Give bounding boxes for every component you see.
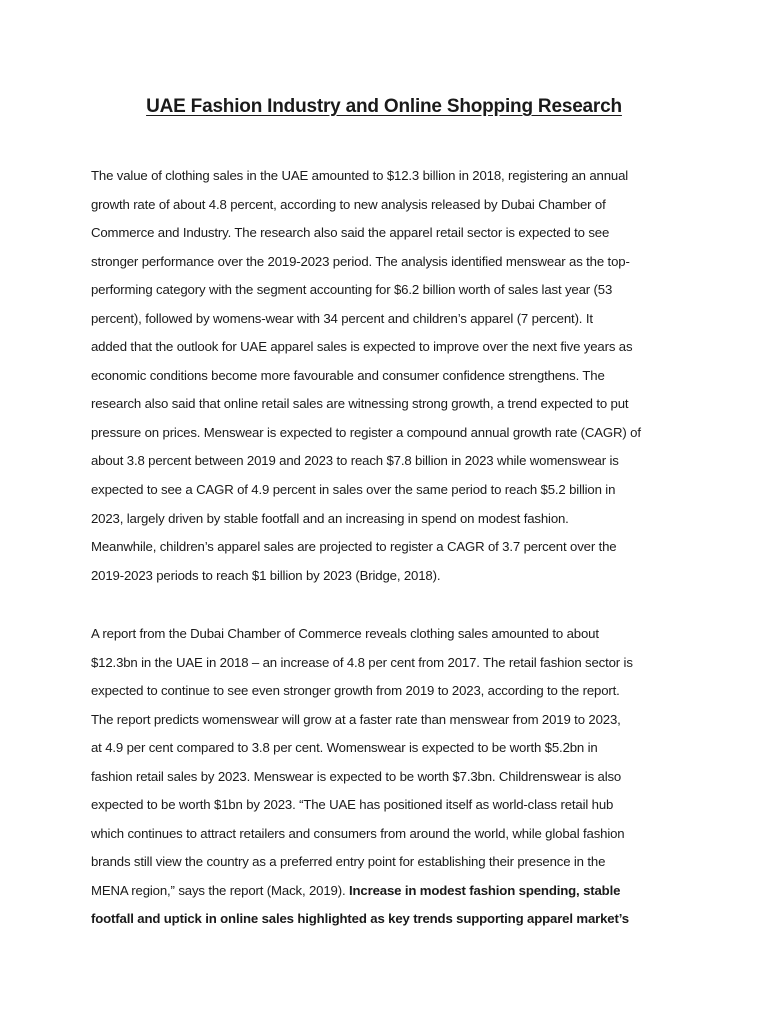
paragraph-2-line: expected to be worth $1bn by 2023. “The UAE has positioned itself as world-class retail hub — [91, 797, 614, 813]
paragraph-1-line: pressure on prices. Menswear is expected to register a compound annual growth rate (CAGR) of — [91, 424, 641, 440]
paragraph-2-line: fashion retail sales by 2023. Menswear is expected to be worth $7.3bn. Childrenswear is also — [91, 768, 622, 784]
paragraph-2-line: at 4.9 per cent compared to 3.8 per cent. Womenswear is expected to be worth $5.2bn in — [91, 740, 598, 756]
paragraph-1-line: economic conditions become more favourable and consumer confidence strengthens. The — [91, 367, 605, 383]
paragraph-1-line: added that the outlook for UAE apparel sales is expected to improve over the next five years as — [91, 339, 633, 355]
paragraph-2-line: The report predicts womenswear will grow at a faster rate than menswear from 2019 to 2023, — [91, 711, 621, 727]
paragraph-1-line: 2019-2023 periods to reach $1 billion by 2023 (Bridge, 2018). — [91, 567, 441, 583]
paragraph-1-line: performing category with the segment accounting for $6.2 billion worth of sales last year (53 — [91, 282, 613, 298]
paragraph-2-line: $12.3bn in the UAE in 2018 – an increase of 4.8 per cent from 2017. The retail fashion sector is — [91, 654, 633, 670]
document-title: UAE Fashion Industry and Online Shopping Research — [146, 96, 622, 117]
paragraph-1-line: growth rate of about 4.8 percent, according to new analysis released by Dubai Chamber of — [91, 196, 606, 212]
paragraph-1-line: Meanwhile, children’s apparel sales are projected to register a CAGR of 3.7 percent over the — [91, 539, 617, 555]
paragraph-2-citation-text: MENA region,” says the report (Mack, 2019). — [91, 882, 346, 898]
paragraph-1-line: expected to see a CAGR of 4.9 percent in sales over the same period to reach $5.2 billion in — [91, 482, 616, 498]
paragraph-2-bold-heading-continued: footfall and uptick in online sales highlighted as key trends supporting apparel market’s — [91, 911, 629, 927]
paragraph-2-bold-heading-start: Increase in modest fashion spending, stable — [349, 882, 621, 898]
paragraph-1-line: 2023, largely driven by stable footfall and an increasing in spend on modest fashion. — [91, 510, 569, 526]
paragraph-1-line: research also said that online retail sales are witnessing strong growth, a trend expected to put — [91, 396, 629, 412]
paragraph-1-line: about 3.8 percent between 2019 and 2023 to reach $7.8 billion in 2023 while womenswear is — [91, 453, 619, 469]
paragraph-2-line: brands still view the country as a preferred entry point for establishing their presence in the — [91, 854, 606, 870]
paragraph-1-line: Commerce and Industry. The research also said the apparel retail sector is expected to see — [91, 225, 610, 241]
paragraph-1 — [91, 162, 687, 590]
paragraph-2 — [91, 620, 687, 934]
paragraph-1-line: percent), followed by womens-wear with 34 percent and children’s apparel (7 percent). It — [91, 310, 593, 326]
paragraph-2-line: which continues to attract retailers and consumers from around the world, while global fashion — [91, 825, 625, 841]
paragraph-1-line: stronger performance over the 2019-2023 period. The analysis identified menswear as the top- — [91, 253, 630, 269]
paragraph-2-line: A report from the Dubai Chamber of Commerce reveals clothing sales amounted to about — [91, 626, 599, 641]
paragraph-2-line: expected to continue to see even stronger growth from 2019 to 2023, according to the report. — [91, 683, 620, 699]
paragraph-1-line: The value of clothing sales in the UAE amounted to $12.3 billion in 2018, registering an annual — [91, 168, 629, 183]
paragraph-2-line-mixed — [91, 877, 687, 906]
